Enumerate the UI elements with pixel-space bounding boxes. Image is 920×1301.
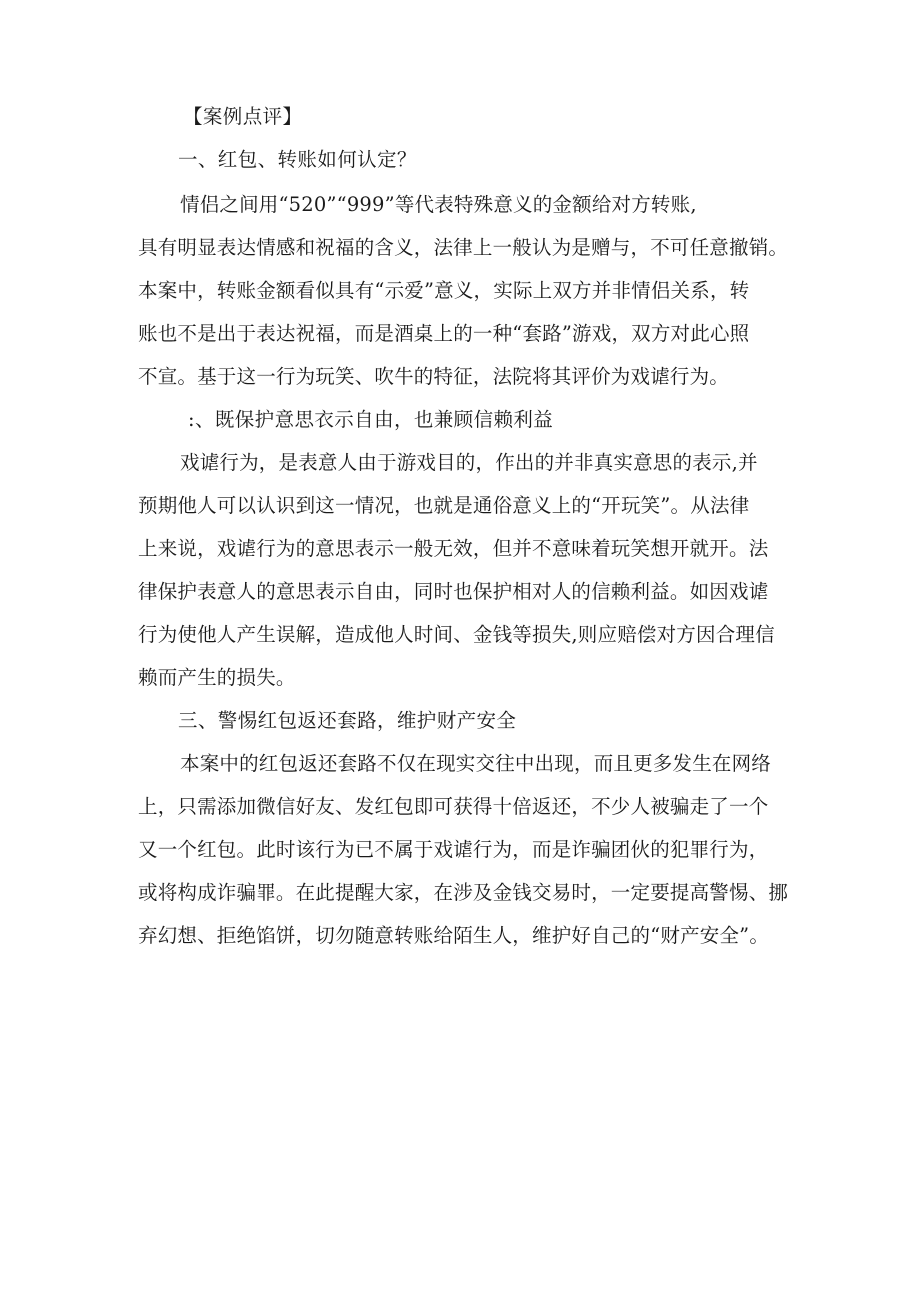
paragraph-line: 上，只需添加微信好友、发红包即可获得十倍返还，不少人被骗走了一个 (138, 795, 769, 818)
part2-heading: :、既保护意思衣示自由，也兼顾信赖利益 (188, 408, 554, 431)
paragraph-line: 具有明显表达情感和祝福的含义，法律上一般认为是赠与，不可任意撤销。 (138, 236, 789, 259)
paragraph-line: 或将构成诈骗罪。在此提醒大家，在涉及金钱交易时，一定要提高警惕、挪 (138, 881, 789, 904)
paragraph-line: 本案中的红包返还套路不仅在现实交往中出现，而且更多发生在网络 (180, 752, 772, 775)
paragraph-line: 行为使他人产生误解，造成他人时间、金钱等损失,则应赔偿对方因合理信 (138, 623, 775, 646)
paragraph-line: 上来说，戏谑行为的意思表示一般无效，但并不意味着玩笑想开就开。法 (138, 537, 769, 560)
paragraph-line: 情侣之间用“520”“999”等代表特殊意义的金额给对方转账, (180, 193, 697, 216)
paragraph-line: 本案中，转账金额看似具有“示爱”意义，实际上双方并非情侣关系，转 (138, 279, 750, 302)
paragraph-line: 戏谑行为，是表意人由于游戏目的，作出的并非真实意思的表示,并 (180, 451, 758, 474)
paragraph-line: 又一个红包。此时该行为已不属于戏谑行为，而是诈骗团伙的犯罪行为， (138, 838, 769, 861)
part1-heading: 一、红包、转账如何认定？ (178, 148, 417, 171)
paragraph-line: 赖而产生的损失。 (138, 666, 296, 689)
section-title: 【案例点评】 (183, 105, 303, 128)
paragraph-line: 律保护表意人的意思表示自由，同时也保护相对人的信赖利益。如因戏谑 (138, 580, 769, 603)
paragraph-line: 账也不是出于表达祝福，而是酒桌上的一种“套路”游戏，双方对此心照 (138, 322, 750, 345)
part3-heading: 三、警惕红包返还套路，维护财产安全 (178, 709, 517, 732)
paragraph-line: 不宣。基于这一行为玩笑、吹牛的特征，法院将其评价为戏谑行为。 (138, 365, 730, 388)
paragraph-line: 预期他人可以认识到这一情况，也就是通俗意义上的“开玩笑”。从法律 (138, 494, 750, 517)
paragraph-line: 弃幻想、拒绝馅饼，切勿随意转账给陌生人，维护好自己的“财产安全”。 (138, 924, 770, 947)
